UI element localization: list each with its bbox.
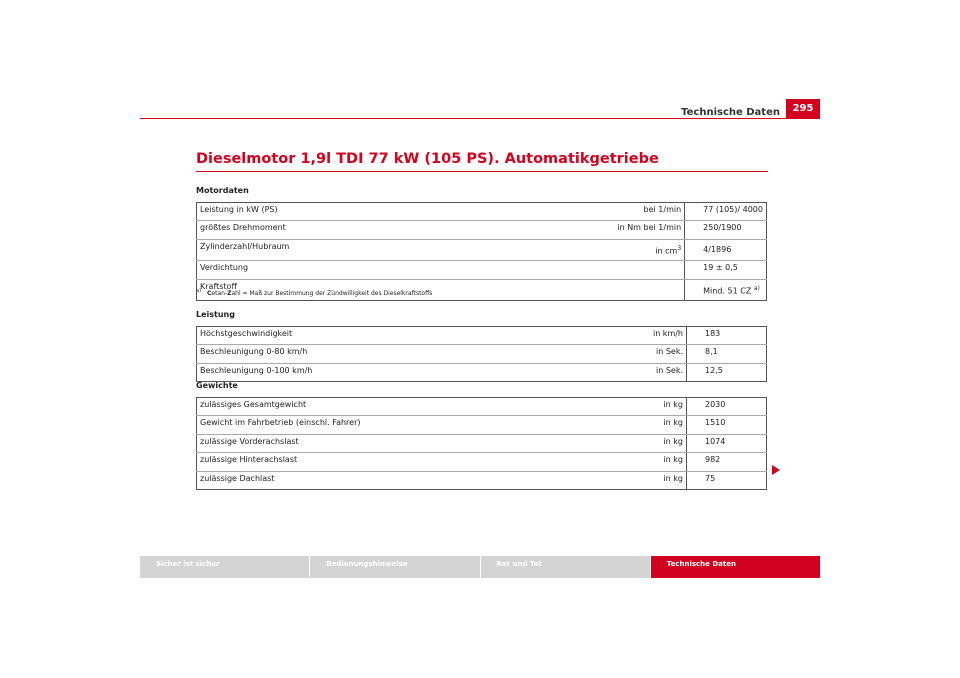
unit-superscript: 3 bbox=[677, 244, 682, 252]
row-label: Zylinderzahl/Hubraum bbox=[197, 239, 403, 260]
footer-nav bbox=[140, 556, 820, 578]
row-label: Beschleunigung 0-80 km/h bbox=[197, 345, 404, 363]
row-value: 250/1900 bbox=[685, 221, 767, 239]
row-value: 183 bbox=[687, 327, 767, 345]
footer-tab-technische-daten[interactable]: Technische Daten bbox=[651, 556, 820, 578]
table-row bbox=[197, 434, 767, 452]
row-value: 1510 bbox=[687, 416, 767, 434]
row-value: 4/1896 bbox=[685, 239, 767, 260]
page-number: 295 bbox=[786, 99, 820, 118]
row-unit: bei 1/min bbox=[402, 203, 684, 221]
row-unit: in kg bbox=[403, 416, 687, 434]
footnote bbox=[196, 288, 432, 297]
row-label: Leistung in kW (PS) bbox=[197, 203, 403, 221]
row-unit: in kg bbox=[403, 453, 687, 471]
row-label: zulässiges Gesamtgewicht bbox=[197, 398, 404, 416]
table-row bbox=[197, 327, 767, 345]
continue-arrow-icon[interactable] bbox=[772, 465, 780, 475]
footnote-bold-z: Z bbox=[227, 290, 232, 297]
row-unit: in km/h bbox=[403, 327, 687, 345]
row-label: Gewicht im Fahrbetrieb (einschl. Fahrer) bbox=[197, 416, 404, 434]
section-heading-motordaten: Motordaten bbox=[196, 186, 249, 195]
row-label: Beschleunigung 0-100 km/h bbox=[200, 365, 313, 375]
row-label: größtes Drehmoment bbox=[197, 221, 403, 239]
row-unit: in Sek. bbox=[403, 345, 687, 363]
footer-tab-sicher-ist-sicher[interactable]: Sicher ist sicher bbox=[140, 556, 309, 578]
table-row bbox=[197, 453, 767, 471]
row-label: zulässige Hinterachslast bbox=[197, 453, 404, 471]
row-value: 2030 bbox=[687, 398, 767, 416]
footnote-text-2: ahl = Maß zur Bestimmung der Zündwilligkeit des Dieselkraftstoffs bbox=[231, 290, 433, 297]
footer-tab-bedienungshinweise[interactable]: Bedienungshinweise bbox=[310, 556, 479, 578]
table-row bbox=[197, 471, 767, 489]
row-label: Kraftstoff bbox=[200, 281, 237, 291]
footnote-text-1: etan- bbox=[211, 290, 228, 297]
row-unit bbox=[402, 261, 684, 279]
section-heading-gewichte: Gewichte bbox=[196, 381, 238, 390]
header-rule bbox=[140, 118, 820, 119]
table-row bbox=[197, 345, 767, 363]
value-superscript: a) bbox=[753, 284, 760, 292]
row-value: 75 bbox=[705, 473, 716, 483]
row-unit: in kg bbox=[403, 471, 687, 489]
row-value: 19 ± 0,5 bbox=[685, 261, 767, 279]
table-motordaten bbox=[196, 202, 767, 301]
table-gewichte bbox=[196, 397, 767, 490]
table-row bbox=[197, 261, 767, 279]
row-value: 77 (105)/ 4000 bbox=[685, 203, 767, 221]
header-section-title: Technische Daten bbox=[681, 107, 780, 118]
row-value: 1074 bbox=[687, 434, 767, 452]
row-label: Höchstgeschwindigkeit bbox=[197, 327, 404, 345]
row-value: 982 bbox=[687, 453, 767, 471]
table-row bbox=[197, 416, 767, 434]
row-unit bbox=[402, 239, 684, 260]
row-value: 12,5 bbox=[705, 365, 723, 375]
row-label: zulässige Vorderachslast bbox=[197, 434, 404, 452]
footnote-mark: a) bbox=[196, 288, 202, 294]
table-leistung bbox=[196, 326, 767, 382]
value-text: Mind. 51 CZ bbox=[703, 286, 752, 296]
footer-tab-rat-und-tat[interactable]: Rat und Tat bbox=[481, 556, 650, 578]
table-row bbox=[197, 398, 767, 416]
table-row bbox=[197, 221, 767, 239]
row-unit: in kg bbox=[403, 398, 687, 416]
title-rule bbox=[196, 171, 768, 172]
row-unit bbox=[402, 279, 684, 300]
row-unit: in Nm bei 1/min bbox=[402, 221, 684, 239]
row-unit: in kg bbox=[403, 434, 687, 452]
table-row bbox=[197, 363, 767, 381]
page-title: Dieselmotor 1,9l TDI 77 kW (105 PS). Automatikgetriebe bbox=[196, 151, 659, 167]
table-row bbox=[197, 239, 767, 260]
unit-text: in cm bbox=[655, 246, 678, 256]
row-value bbox=[685, 279, 767, 300]
row-value: 8,1 bbox=[687, 345, 767, 363]
row-unit: in Sek. bbox=[403, 363, 687, 381]
row-label: zulässige Dachlast bbox=[200, 473, 275, 483]
section-heading-leistung: Leistung bbox=[196, 310, 235, 319]
row-label: Verdichtung bbox=[197, 261, 403, 279]
table-row bbox=[197, 203, 767, 221]
footnote-bold-c: C bbox=[207, 290, 212, 297]
